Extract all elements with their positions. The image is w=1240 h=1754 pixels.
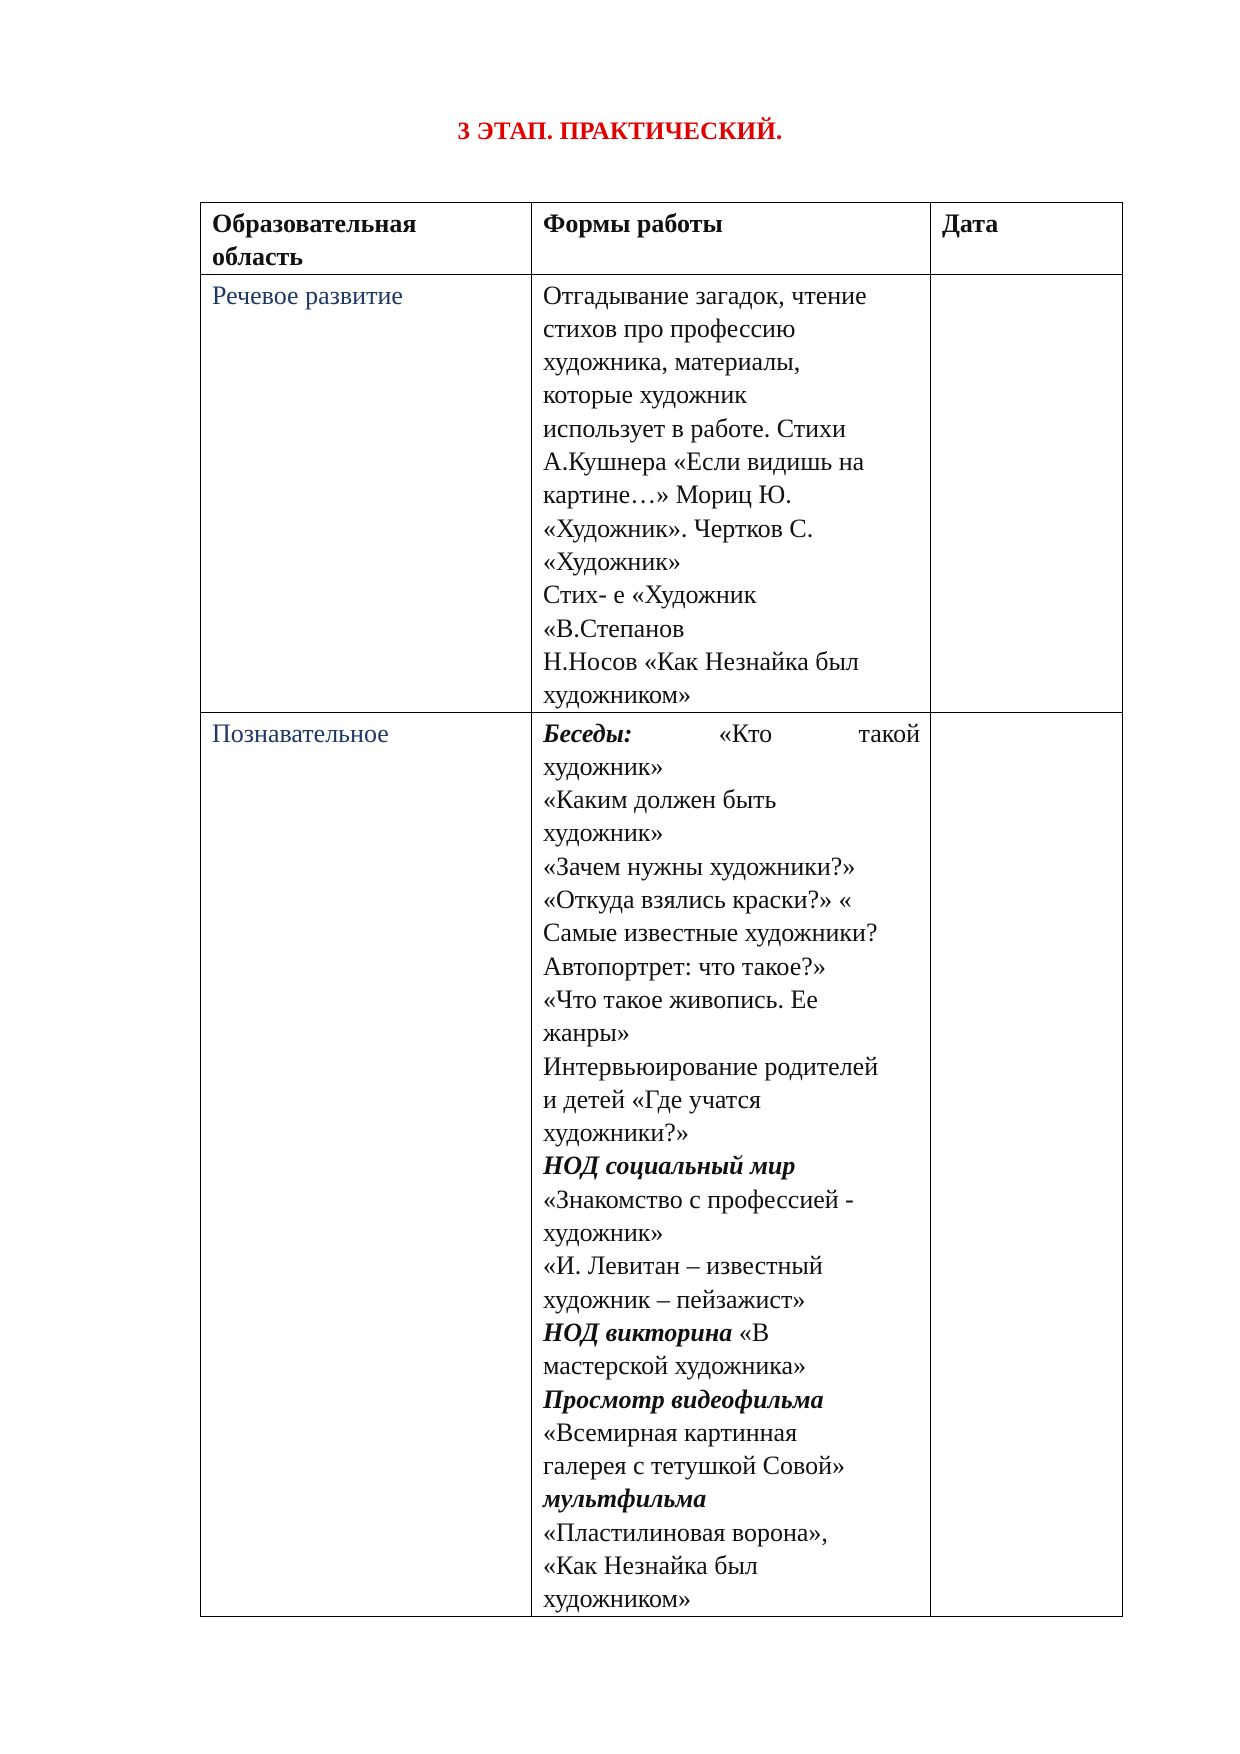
forms-line: «Пластилиновая ворона»,	[543, 1517, 828, 1547]
conversations-word: «Кто	[718, 718, 773, 748]
forms-line: галерея с тетушкой Совой»	[543, 1451, 846, 1481]
table-header-row	[201, 203, 1123, 275]
nod-social-heading: НОД социальный мир	[543, 1151, 796, 1181]
forms-line: Автопортрет: что такое?»	[543, 951, 826, 981]
page-title: 3 ЭТАП. ПРАКТИЧЕСКИЙ.	[457, 118, 783, 145]
area-cell: Познавательное	[201, 712, 532, 1616]
table-row	[201, 274, 1123, 712]
forms-line: «Знакомство с профессией -	[543, 1184, 854, 1214]
forms-line: художником»	[543, 680, 692, 710]
conversations-line	[543, 717, 920, 750]
forms-line: художник»	[543, 1218, 664, 1248]
forms-line: «Как Незнайка был	[543, 1551, 758, 1581]
forms-line: стихов про профессию	[543, 313, 796, 343]
forms-line: художник»	[543, 751, 664, 781]
header-area-line1: Образовательная	[212, 209, 417, 238]
header-area-line2: область	[212, 242, 303, 272]
forms-line: «Художник». Чертков С.	[543, 513, 814, 543]
date-cell	[931, 274, 1123, 712]
forms-line: «Откуда взялись краски?» «	[543, 885, 852, 915]
forms-line: Стих- е «Художник	[543, 580, 757, 610]
conversations-word: такой	[858, 718, 920, 748]
forms-line: «Зачем нужны художники?»	[543, 851, 856, 881]
header-date: Дата	[931, 203, 1123, 275]
forms-line: «Каким должен быть	[543, 785, 777, 815]
forms-line: «И. Левитан – известный	[543, 1251, 823, 1281]
nod-quiz-line	[543, 1316, 920, 1349]
forms-line: художника, материалы,	[543, 347, 801, 377]
forms-line: «Художник»	[543, 546, 681, 576]
forms-line: Самые известные художники?	[543, 918, 878, 948]
forms-line: художник»	[543, 818, 664, 848]
nod-quiz-text: «В	[732, 1317, 770, 1347]
forms-cell	[532, 274, 931, 712]
forms-line: использует в работе. Стихи	[543, 413, 846, 443]
forms-line: картине…» Мориц Ю.	[543, 480, 792, 510]
date-cell	[931, 712, 1123, 1616]
forms-line: А.Кушнера «Если видишь на	[543, 447, 865, 477]
forms-line: Интервьюирование родителей	[543, 1051, 879, 1081]
conversations-heading: Беседы:	[543, 718, 633, 748]
table-row	[201, 712, 1123, 1616]
forms-line: мастерской художника»	[543, 1351, 807, 1381]
forms-line: «Всемирная картинная	[543, 1417, 798, 1447]
forms-line: и детей «Где учатся	[543, 1084, 761, 1114]
forms-line: Отгадывание загадок, чтение	[543, 280, 867, 310]
forms-line: которые художник	[543, 380, 747, 410]
forms-line: художники?»	[543, 1118, 689, 1148]
activity-plan-table	[200, 202, 1123, 1617]
forms-line: художник – пейзажист»	[543, 1284, 806, 1314]
forms-line: «Что такое живопись. Ее	[543, 984, 818, 1014]
video-heading: Просмотр видеофильма	[543, 1384, 824, 1414]
forms-line: «В.Степанов	[543, 613, 685, 643]
header-area	[201, 203, 532, 275]
area-cell: Речевое развитие	[201, 274, 532, 712]
cartoon-heading: мультфильма	[543, 1484, 707, 1514]
header-forms: Формы работы	[532, 203, 931, 275]
nod-quiz-heading: НОД викторина	[543, 1317, 733, 1347]
forms-line: Н.Носов «Как Незнайка был	[543, 646, 859, 676]
forms-line: жанры»	[543, 1018, 630, 1048]
forms-line: художником»	[543, 1584, 692, 1614]
forms-cell	[532, 712, 931, 1616]
